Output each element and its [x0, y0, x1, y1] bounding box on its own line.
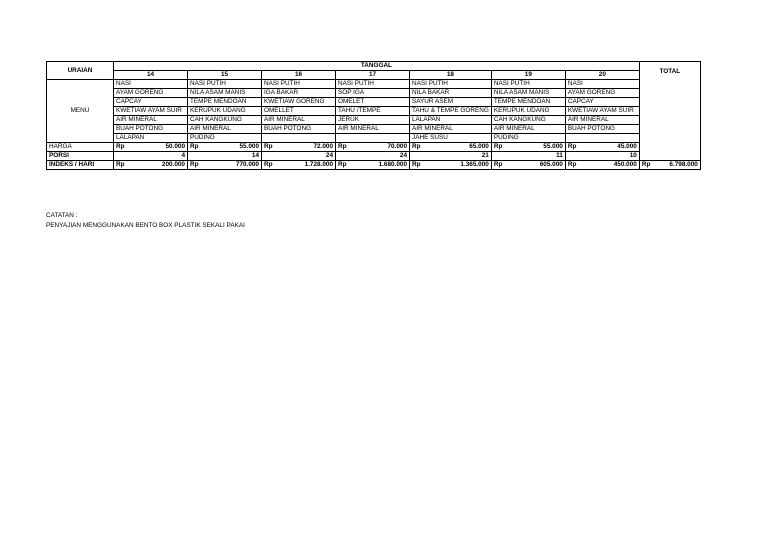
menu-item: JERUK [336, 116, 410, 125]
amount-value: 55.000 [543, 143, 563, 150]
portion-cell: 24 [336, 152, 410, 161]
menu-item: LALAPAN [410, 116, 492, 125]
price-cell [491, 143, 565, 152]
amount-value: 70.000 [387, 143, 407, 150]
notes-title: CATATAN : [46, 212, 78, 219]
menu-row [47, 116, 701, 125]
portion-cell: 10 [565, 152, 639, 161]
menu-item: TAHU & TEMPE GORENG [410, 107, 492, 116]
menu-item: TEMPE MENDOAN [188, 98, 262, 107]
amount-value: 1.728.000 [304, 161, 333, 168]
menu-item: CAH KANGKUNG [188, 116, 262, 125]
menu-item: PUDING [491, 134, 565, 143]
menu-item: JAHE SUSU [410, 134, 492, 143]
menu-item: NILA ASAM MANIS [188, 89, 262, 98]
amount-value: 65.000 [469, 143, 489, 150]
currency-label: Rp [264, 161, 273, 168]
menu-item: AIR MINERAL [336, 125, 410, 134]
menu-row-label: MENU [47, 80, 114, 143]
price-cell [114, 143, 188, 152]
portion-cell: 24 [262, 152, 336, 161]
daily-cost-cell [188, 161, 262, 170]
date-cell: 18 [410, 71, 492, 80]
amount-value: 450.000 [613, 161, 637, 168]
menu-row [47, 98, 701, 107]
menu-item: SOP IGA [336, 89, 410, 98]
menu-item: TEMPE MENDOAN [491, 98, 565, 107]
amount-value: 1.365.000 [460, 161, 489, 168]
daily-cost-cell [565, 161, 639, 170]
amount-value: 1.680.000 [378, 161, 407, 168]
price-cell [336, 143, 410, 152]
currency-label: Rp [190, 143, 199, 150]
menu-item: KERUPUK UDANG [188, 107, 262, 116]
menu-item: AIR MINERAL [410, 125, 492, 134]
menu-item: AIR MINERAL [114, 116, 188, 125]
menu-item [336, 134, 410, 143]
menu-item: AIR MINERAL [565, 116, 639, 125]
indeks-row [47, 161, 701, 170]
menu-item: CAPCAY [114, 98, 188, 107]
currency-label: Rp [567, 161, 577, 168]
menu-item: NASI [114, 80, 188, 89]
notes-text: PENYAJIAN MENGGUNAKAN BENTO BOX PLASTIK SEKALI PAKAI [46, 222, 245, 229]
amount-value: 200.000 [161, 161, 185, 168]
uraian-header: URAIAN [47, 62, 114, 80]
menu-item: AIR MINERAL [262, 116, 336, 125]
menu-item: AIR MINERAL [491, 125, 565, 134]
menu-item: NILA ASAM MANIS [491, 89, 565, 98]
menu-item: OMELET [336, 98, 410, 107]
currency-label: Rp [338, 161, 347, 168]
catering-menu-table [46, 61, 701, 170]
date-cell: 14 [114, 71, 188, 80]
menu-item: BUAH POTONG [114, 125, 188, 134]
date-cell: 16 [262, 71, 336, 80]
menu-item: SAYUR ASEM [410, 98, 492, 107]
menu-item: AYAM GORENG [565, 89, 639, 98]
price-cell [262, 143, 336, 152]
menu-item: KWETIAW GORENG [262, 98, 336, 107]
menu-item: NASI [565, 80, 639, 89]
menu-item: BUAH POTONG [262, 125, 336, 134]
menu-row [47, 80, 701, 89]
menu-item [262, 134, 336, 143]
portion-cell: 11 [491, 152, 565, 161]
notes-section [46, 211, 245, 231]
menu-item: KWETIAW AYAM SUIR [565, 107, 639, 116]
portion-cell: 4 [114, 152, 188, 161]
amount-value: 72.000 [313, 143, 333, 150]
currency-label: Rp [412, 143, 421, 150]
currency-label: Rp [641, 161, 651, 168]
menu-item: BUAH POTONG [565, 125, 639, 134]
menu-item: NASI PUTIH [188, 80, 262, 89]
menu-item: NASI PUTIH [410, 80, 492, 89]
menu-item: AIR MINERAL [188, 125, 262, 134]
indeks-label: INDEKS / HARI [47, 161, 114, 170]
price-cell [410, 143, 492, 152]
daily-cost-cell [114, 161, 188, 170]
currency-label: Rp [567, 143, 577, 150]
portion-cell: 14 [188, 152, 262, 161]
portion-cell: 21 [410, 152, 492, 161]
harga-label: HARGA [47, 143, 114, 152]
currency-label: Rp [493, 143, 503, 150]
date-cell: 20 [565, 71, 639, 80]
currency-label: Rp [412, 161, 421, 168]
currency-label: Rp [338, 143, 347, 150]
menu-row [47, 89, 701, 98]
daily-cost-cell [336, 161, 410, 170]
menu-item [565, 134, 639, 143]
menu-item: KWETIAW AYAM SUIR [114, 107, 188, 116]
amount-value: 55.000 [239, 143, 259, 150]
price-cell [188, 143, 262, 152]
menu-item: AYAM GORENG [114, 89, 188, 98]
menu-item: NASI PUTIH [262, 80, 336, 89]
price-cell [565, 143, 639, 152]
currency-label: Rp [116, 161, 125, 168]
daily-cost-cell [262, 161, 336, 170]
menu-item: PUDING [188, 134, 262, 143]
menu-item: CAPCAY [565, 98, 639, 107]
amount-value: 6.798.000 [669, 161, 698, 168]
date-cell: 17 [336, 71, 410, 80]
amount-value: 605.000 [539, 161, 563, 168]
date-cell: 15 [188, 71, 262, 80]
menu-row [47, 134, 701, 143]
menu-item: TAHU /TEMPE [336, 107, 410, 116]
porsi-label: PORSI [47, 152, 114, 161]
date-row [47, 71, 701, 80]
date-cell: 19 [491, 71, 565, 80]
currency-label: Rp [116, 143, 125, 150]
porsi-row [47, 152, 701, 161]
menu-item: NILA BAKAR [410, 89, 492, 98]
menu-row [47, 125, 701, 134]
header-row [47, 62, 701, 71]
currency-label: Rp [264, 143, 273, 150]
menu-item: CAH KANGKUNG [491, 116, 565, 125]
menu-item: OMELLET [262, 107, 336, 116]
menu-row [47, 107, 701, 116]
menu-item: NASI PUTIH [491, 80, 565, 89]
daily-cost-cell [410, 161, 492, 170]
menu-item: IGA BAKAR [262, 89, 336, 98]
harga-row [47, 143, 701, 152]
currency-label: Rp [493, 161, 503, 168]
daily-cost-cell [491, 161, 565, 170]
menu-item: LALAPAN [114, 134, 188, 143]
amount-value: 50.000 [165, 143, 185, 150]
grand-total-cell [639, 161, 700, 170]
tanggal-header: TANGGAL [114, 62, 640, 71]
currency-label: Rp [190, 161, 199, 168]
total-header: TOTAL [639, 62, 700, 161]
menu-item: NASI PUTIH [336, 80, 410, 89]
amount-value: 770.000 [235, 161, 259, 168]
amount-value: 45.000 [617, 143, 637, 150]
menu-item: KERUPUK UDANG [491, 107, 565, 116]
